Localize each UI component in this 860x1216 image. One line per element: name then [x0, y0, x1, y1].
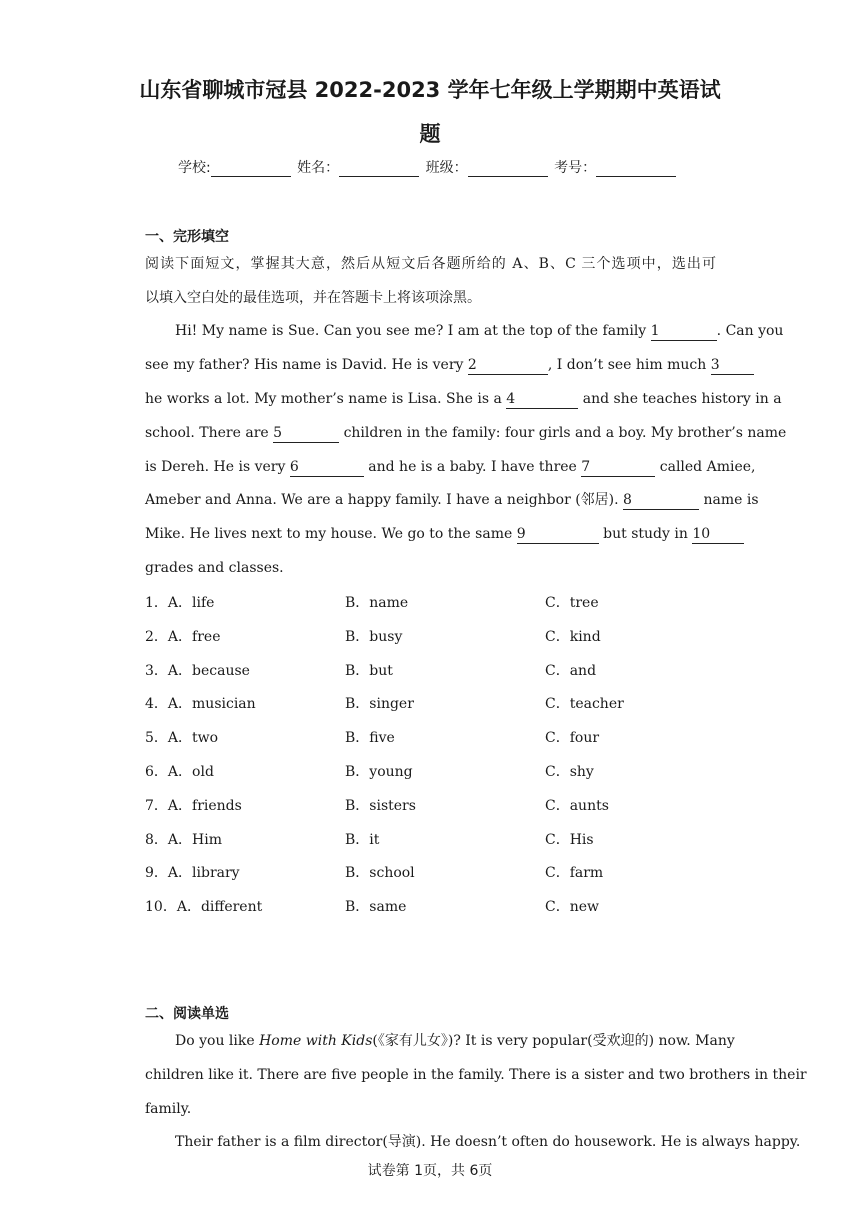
option-a[interactable]: A．musician	[167, 696, 256, 712]
passage-text: Hi! My name is Sue. Can you see me? I am at the top of the family	[175, 323, 647, 339]
option-a[interactable]: A．free	[167, 629, 221, 645]
option-row-10	[145, 896, 262, 916]
passage-text: but study in	[603, 526, 688, 542]
number-label: 考号：	[554, 160, 597, 176]
page-footer: 试卷第 1页，共 6页	[367, 1163, 493, 1179]
question-number: 6．	[145, 764, 168, 780]
option-a[interactable]: A．because	[167, 663, 250, 679]
option-b[interactable]: B．it	[345, 832, 380, 848]
option-a[interactable]: A．two	[167, 730, 219, 746]
passage-line-1	[145, 321, 784, 341]
question-number: 9．	[145, 865, 168, 881]
option-row-9	[145, 862, 240, 882]
question-number: 4．	[145, 696, 168, 712]
passage-text: children in the family: four girls and a boy. My brother’s name	[343, 425, 787, 441]
option-a[interactable]: A．library	[167, 865, 240, 881]
instruction-line-2: 以填入空白处的最佳选项，并在答题卡上将该项涂黑。	[145, 290, 481, 306]
option-c[interactable]: C．and	[545, 663, 597, 679]
option-b[interactable]: B．busy	[345, 629, 403, 645]
option-b[interactable]: B．but	[345, 663, 393, 679]
question-number: 8．	[145, 832, 168, 848]
option-c[interactable]: C．kind	[545, 629, 601, 645]
reading-line-1	[145, 1031, 735, 1051]
passage-text: see my father? His name is David. He is very	[145, 357, 464, 373]
class-label: 班级：	[425, 160, 468, 176]
blank-3[interactable]: 3	[711, 357, 754, 375]
option-c[interactable]: C．farm	[545, 865, 604, 881]
question-number: 1．	[145, 595, 168, 611]
option-a[interactable]: A．different	[176, 899, 263, 915]
option-row-7	[145, 795, 242, 815]
question-number: 10．	[145, 899, 177, 915]
passage-line-5	[145, 457, 756, 477]
reading-text: Do you like	[175, 1033, 260, 1049]
passage-text: name is	[703, 492, 759, 508]
option-c[interactable]: C．aunts	[545, 798, 609, 814]
option-c[interactable]: C．teacher	[545, 696, 624, 712]
question-number: 3．	[145, 663, 168, 679]
reading-line-4: Their father is a film director(导演). He doesn’t often do housework. He is always happy.	[175, 1134, 801, 1150]
page-title-line-2: 题	[419, 122, 441, 146]
option-row-6	[145, 761, 214, 781]
number-blank[interactable]	[596, 161, 676, 177]
reading-line-3: family.	[145, 1101, 192, 1117]
question-number: 2．	[145, 629, 168, 645]
passage-text: , I don’t see him much	[547, 357, 707, 373]
question-number: 5．	[145, 730, 168, 746]
passage-line-6	[145, 490, 759, 510]
passage-text: he works a lot. My mother’s name is Lisa. She is a	[145, 391, 502, 407]
blank-7[interactable]: 7	[581, 459, 655, 477]
passage-text: is Dereh. He is very	[145, 459, 286, 475]
option-b[interactable]: B．sisters	[345, 798, 416, 814]
passage-text: . Can you	[716, 323, 784, 339]
passage-text: Mike. He lives next to my house. We go to the same	[145, 526, 513, 542]
school-blank[interactable]	[211, 161, 291, 177]
option-c[interactable]: C．new	[545, 899, 599, 915]
passage-text: called Amiee,	[659, 459, 756, 475]
option-a[interactable]: A．Him	[167, 832, 222, 848]
blank-1[interactable]: 1	[651, 323, 717, 341]
passage-text: school. There are	[145, 425, 269, 441]
passage-text: and she teaches history in a	[582, 391, 782, 407]
page-title-line-1: 山东省聊城市冠县 2022-2023 学年七年级上学期期中英语试	[139, 78, 721, 102]
option-b[interactable]: B．five	[345, 730, 395, 746]
option-b[interactable]: B．name	[345, 595, 409, 611]
option-c[interactable]: C．shy	[545, 764, 594, 780]
option-row-5	[145, 727, 218, 747]
option-row-4	[145, 693, 256, 713]
question-number: 7．	[145, 798, 168, 814]
passage-line-2	[145, 355, 720, 375]
section-2-heading: 二、阅读单选	[145, 1006, 229, 1022]
option-row-1	[145, 592, 214, 612]
student-info-row	[178, 157, 678, 177]
option-b[interactable]: B．young	[345, 764, 413, 780]
passage-line-3	[145, 389, 782, 409]
blank-6[interactable]: 6	[290, 459, 364, 477]
option-c[interactable]: C．His	[545, 832, 594, 848]
reading-text: (《家有儿女》)? It is very popular(受欢迎的) now. Many	[372, 1033, 735, 1049]
blank-2[interactable]: 2	[468, 357, 548, 375]
passage-line-8: grades and classes.	[145, 560, 284, 576]
show-title: Home with Kids	[259, 1033, 373, 1049]
option-b[interactable]: B．school	[345, 865, 415, 881]
class-blank[interactable]	[468, 161, 548, 177]
name-label: 姓名：	[297, 160, 340, 176]
blank-9[interactable]: 9	[517, 526, 599, 544]
blank-4[interactable]: 4	[506, 391, 578, 409]
passage-line-7	[145, 524, 716, 544]
option-row-3	[145, 660, 250, 680]
option-row-8	[145, 829, 222, 849]
option-b[interactable]: B．singer	[345, 696, 414, 712]
section-1-heading: 一、完形填空	[145, 229, 229, 245]
instruction-line-1: 阅读下面短文，掌握其大意，然后从短文后各题所给的 A、B、C 三个选项中，选出可	[145, 256, 716, 272]
option-a[interactable]: A．life	[167, 595, 215, 611]
name-blank[interactable]	[339, 161, 419, 177]
option-b[interactable]: B．same	[345, 899, 407, 915]
option-c[interactable]: C．four	[545, 730, 600, 746]
blank-8[interactable]: 8	[623, 492, 699, 510]
option-a[interactable]: A．old	[167, 764, 214, 780]
school-label: 学校:	[178, 160, 211, 176]
option-row-2	[145, 626, 220, 646]
reading-line-2: children like it. There are five people in the family. There is a sister and two brothers in their	[145, 1067, 807, 1083]
option-c[interactable]: C．tree	[545, 595, 599, 611]
passage-line-4	[145, 423, 787, 443]
passage-text: and he is a baby. I have three	[368, 459, 577, 475]
blank-10[interactable]: 10	[692, 526, 744, 544]
passage-text: Ameber and Anna. We are a happy family. I have a neighbor (邻居).	[145, 492, 619, 508]
blank-5[interactable]: 5	[273, 425, 339, 443]
option-a[interactable]: A．friends	[167, 798, 242, 814]
